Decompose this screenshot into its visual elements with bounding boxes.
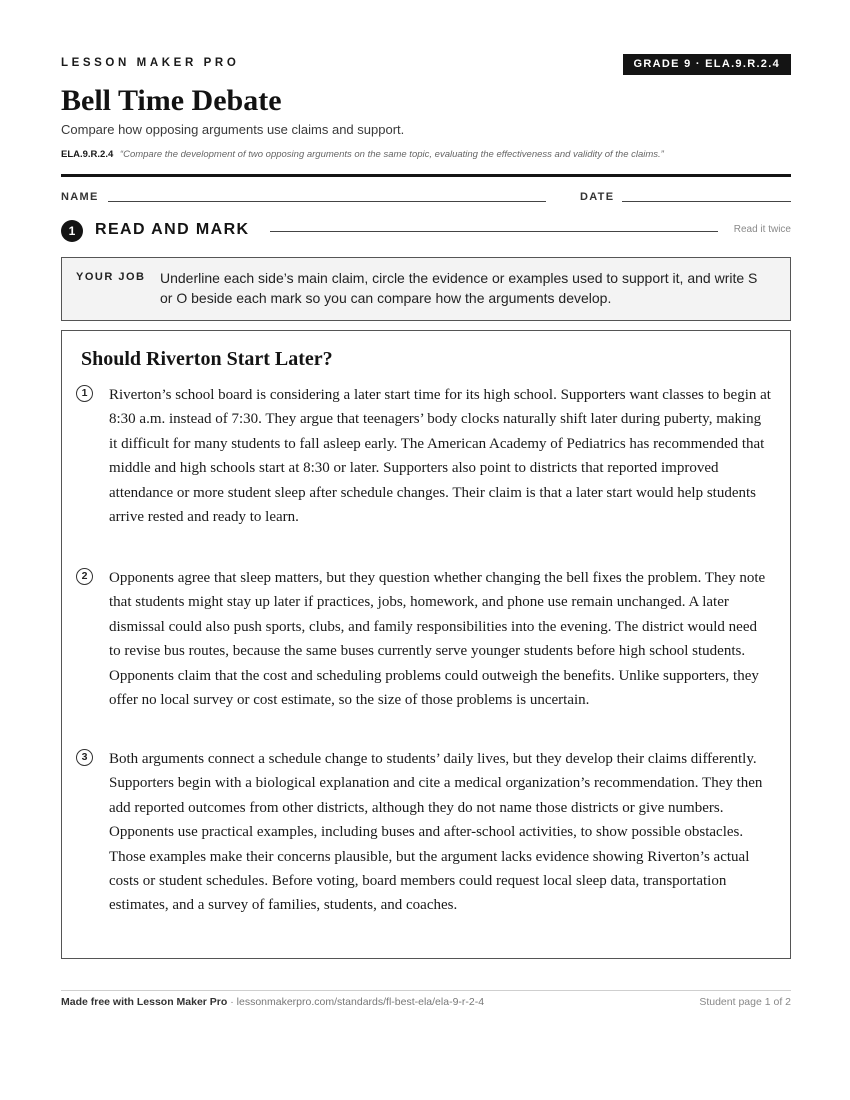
paragraph-text: Opponents agree that sleep matters, but they question whether changing the bell fixes the problem. They note that students might stay up later if practices, jobs, homework, and phone use remain unchanged. A later dismissal could also push sports, clubs, and family responsibilities into the evening. The district would need to revise bus routes, because the same buses currently serve younger students before high school students. Opponents claim that the cost and scheduling problems could outweigh the benefits. Unlike supporters, they offer no local survey or cost estimate, so the size of those problems is uncertain. bbox=[109, 570, 766, 709]
reading-passage-box bbox=[61, 330, 791, 959]
date-field[interactable] bbox=[622, 201, 791, 202]
page-title: Bell Time Debate bbox=[61, 84, 282, 117]
passage-title: Should Riverton Start Later? bbox=[81, 348, 333, 370]
section-note: Read it twice bbox=[733, 224, 791, 235]
paragraph-text: Riverton’s school board is considering a later start time for its high school. Supporters want classes to begin at 8:30 a.m. instead of 7:30. They argue that teenagers’ body clocks naturally shift later during puberty, making it difficult for many students to fall asleep early. The American Academy of Pediatrics has recommended that middle and high schools start at 8:30 or later. Supporters also point to districts that reported improved attendance or more student sleep after schedule changes. Their claim is that a later start would help students arrive rested and ready to learn. bbox=[109, 387, 771, 526]
grade-badge: GRADE 9 · ELA.9.R.2.4 bbox=[623, 54, 792, 75]
header-divider bbox=[61, 174, 791, 177]
footer-divider bbox=[61, 990, 791, 991]
standard-line bbox=[61, 149, 791, 160]
page-subtitle: Compare how opposing arguments use claims and support. bbox=[61, 122, 405, 137]
footer-made-with: Made free with Lesson Maker Pro bbox=[61, 996, 228, 1008]
section-header bbox=[61, 220, 791, 242]
job-instructions-box bbox=[61, 257, 791, 321]
standard-text: “Compare the development of two opposing arguments on the same topic, evaluating the effectiveness and validity of the claims.” bbox=[119, 149, 664, 160]
paragraph-number-badge: 3 bbox=[76, 749, 93, 766]
section-number-badge: 1 bbox=[61, 220, 83, 242]
section-divider bbox=[270, 231, 718, 232]
date-label: DATE bbox=[580, 191, 615, 203]
paragraph-number-badge: 2 bbox=[76, 568, 93, 585]
footer-url[interactable]: · lessonmakerpro.com/standards/fl-best-ela/ela-9-r-2-4 bbox=[227, 996, 485, 1008]
standard-code: ELA.9.R.2.4 bbox=[61, 149, 114, 160]
name-label: NAME bbox=[61, 191, 99, 203]
footer-page-number: Student page 1 of 2 bbox=[699, 996, 791, 1008]
paragraph-text: Both arguments connect a schedule change to students’ daily lives, but they develop their claims differently. Supporters begin with a biological explanation and cite a medical organization’s recommendation. They then add reported outcomes from other districts, although they do not name those districts or give numbers. Opponents use practical examples, including buses and after-school activities, to show possible obstacles. Those examples make their concerns plausible, but the argument lacks evidence showing Riverton’s actual costs or student schedules. Before voting, board members could request local sleep data, transportation estimates, and a survey of families, students, and coaches. bbox=[109, 751, 763, 914]
worksheet-page bbox=[61, 0, 791, 1100]
job-text: Underline each side’s main claim, circle the evidence or examples used to support it, and write S or O beside each mark so you can compare how the arguments develop. bbox=[160, 270, 758, 306]
section-title: READ AND MARK bbox=[95, 221, 250, 238]
name-date-row bbox=[61, 191, 791, 205]
footer-credit bbox=[61, 996, 484, 1008]
job-label: YOUR JOB bbox=[76, 271, 146, 283]
brand-name: LESSON MAKER PRO bbox=[61, 57, 240, 69]
paragraph-number-badge: 1 bbox=[76, 385, 93, 402]
name-field[interactable] bbox=[108, 201, 546, 202]
